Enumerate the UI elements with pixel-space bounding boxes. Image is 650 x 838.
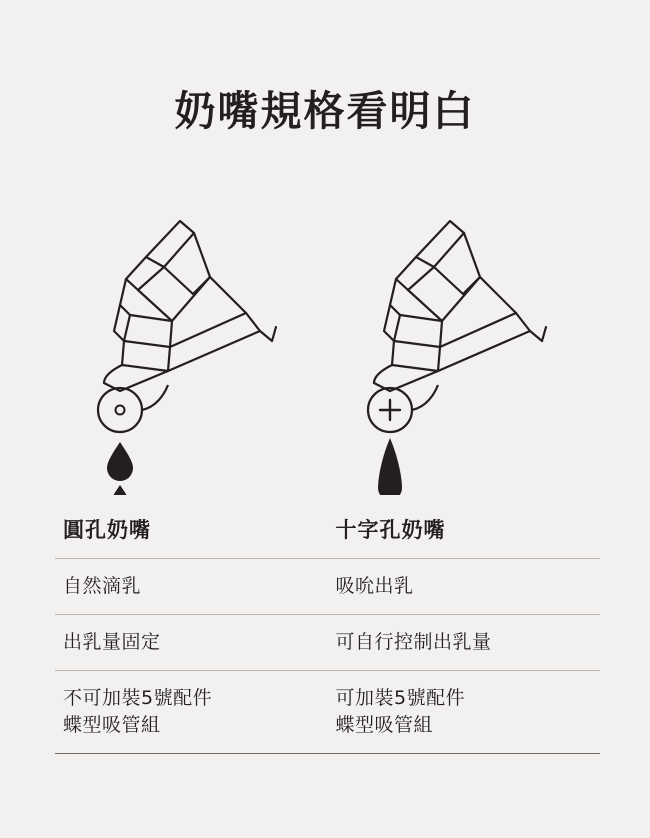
cell-round-accessory-line2: 蝶型吸管組: [63, 714, 161, 737]
comparison-table: [55, 505, 600, 754]
cell-cross-flow: 吸吮出乳: [335, 575, 414, 598]
cell-round-accessory: [55, 685, 328, 740]
table-row: [55, 615, 600, 671]
column-header-round: 圓孔奶嘴: [63, 518, 151, 542]
cell-round-accessory-line1: 不可加裝5號配件: [63, 686, 213, 709]
cell-round-flow: 自然滴乳: [63, 575, 142, 598]
table-row: [55, 671, 600, 754]
cell-cross-accessory-line1: 可加裝5號配件: [335, 686, 466, 709]
cell-cross-accessory: [328, 685, 601, 740]
table-row: [55, 559, 600, 615]
cross-hole-nipple-illustration: [330, 195, 600, 495]
round-hole-nipple-illustration: [60, 195, 330, 495]
cell-cross-accessory-line2: 蝶型吸管組: [335, 714, 434, 737]
cell-cross-volume: 可自行控制出乳量: [335, 630, 492, 653]
page-title: 奶嘴規格看明白: [174, 87, 476, 135]
column-header-cross: 十字孔奶嘴: [335, 518, 446, 542]
illustration-row: [0, 195, 650, 495]
table-header-row: [55, 505, 600, 559]
cell-round-volume: 出乳量固定: [63, 630, 161, 653]
